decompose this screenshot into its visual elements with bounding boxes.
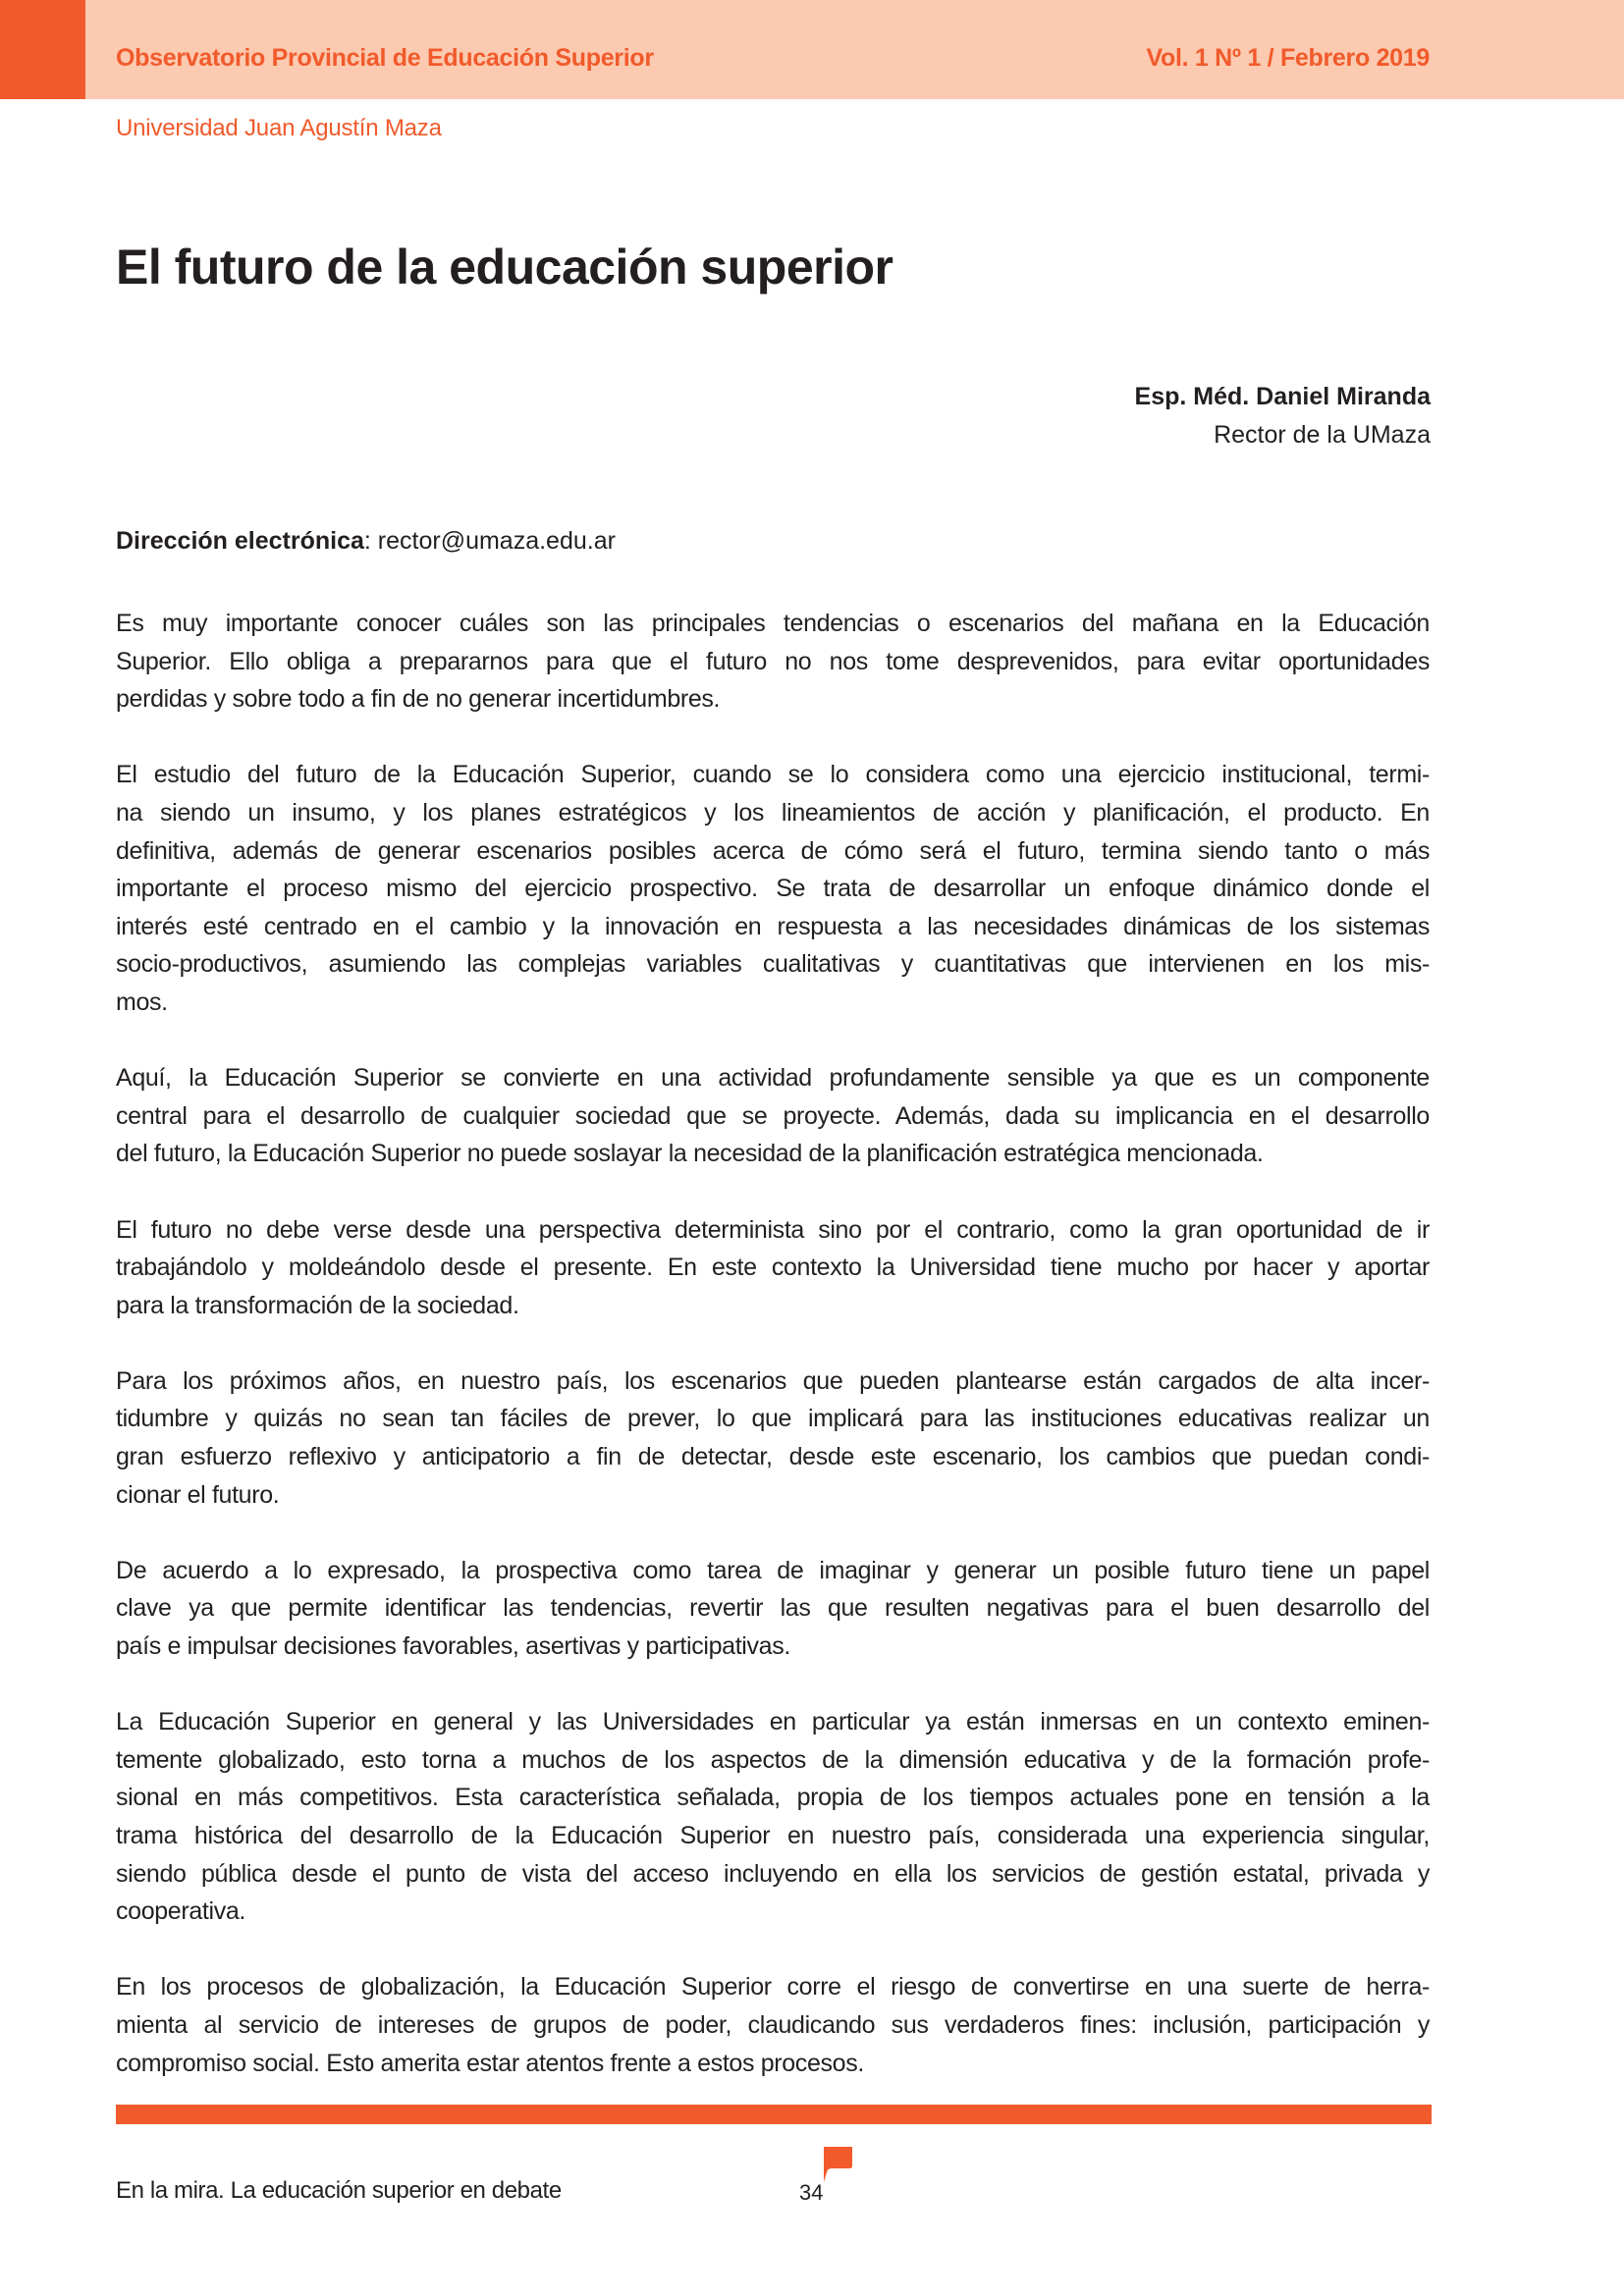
paragraph-line: Superior. Ello obliga a prepararnos para que el futuro no nos tome desprevenidos, para evitar oportunidades	[116, 647, 1430, 675]
paragraph-line: siendo pública desde el punto de vista del acceso incluyendo en ella los servicios de gestión estatal, privada y	[116, 1859, 1430, 1888]
paragraph-line: perdidas y sobre todo a fin de no generar incertidumbres.	[116, 685, 721, 714]
paragraph-line: temente globalizado, esto torna a muchos de los aspectos de la dimensión educativa y de la formación profe-	[116, 1745, 1430, 1774]
paragraph-line: socio-productivos, asumiendo las complejas variables cualitativas y cuantitativas que intervienen en los mis-	[116, 950, 1430, 979]
email-label: Dirección electrónica	[116, 527, 364, 555]
paragraph-line: El futuro no debe verse desde una perspectiva determinista sino por el contrario, como la gran oportunidad de ir	[116, 1215, 1430, 1244]
paragraph-line: del futuro, la Educación Superior no puede soslayar la necesidad de la planificación estratégica mencionada.	[116, 1140, 1264, 1168]
paragraph-line: para la transformación de la sociedad.	[116, 1291, 519, 1319]
paragraph-line: central para el desarrollo de cualquier sociedad que se proyecte. Además, dada su implicancia en el desarrollo	[116, 1101, 1430, 1130]
paragraph-line: De acuerdo a lo expresado, la prospectiva como tarea de imaginar y generar un posible futuro tiene un papel	[116, 1556, 1430, 1584]
issue-info: Vol. 1 Nº 1 / Febrero 2019	[1146, 44, 1430, 72]
article-title: El futuro de la educación superior	[116, 240, 893, 294]
page-number: 34	[799, 2180, 824, 2205]
header-band	[0, 0, 1624, 99]
paragraph-line: compromiso social. Esto amerita estar atentos frente a estos procesos.	[116, 2049, 864, 2077]
paragraph-line: El estudio del futuro de la Educación Superior, cuando se lo considera como una ejercicio institucional, termi-	[116, 761, 1430, 789]
paragraph-line: La Educación Superior en general y las Universidades en particular ya están inmersas en un contexto eminen-	[116, 1708, 1430, 1736]
body-paragraph	[116, 1552, 1430, 1666]
body-paragraph	[116, 1968, 1430, 2082]
body-paragraph	[116, 605, 1430, 719]
paragraph-line: país e impulsar decisiones favorables, asertivas y participativas.	[116, 1632, 790, 1661]
paragraph-line: interés esté centrado en el cambio y la innovación en respuesta a las necesidades dinámicas de los sistemas	[116, 912, 1430, 940]
paragraph-line: Es muy importante conocer cuáles son las principales tendencias o escenarios del mañana en la Educación	[116, 610, 1430, 637]
paragraph-line: cooperativa.	[116, 1897, 245, 1926]
body-paragraph	[116, 1211, 1430, 1325]
paragraph-line: trama histórica del desarrollo de la Educación Superior en nuestro país, considerada una experiencia singular,	[116, 1822, 1430, 1849]
institution-name: Universidad Juan Agustín Maza	[116, 115, 442, 141]
paragraph-line: tidumbre y quizás no sean tan fáciles de prever, lo que implicará para las instituciones educativas realizar un	[116, 1405, 1430, 1433]
body-paragraph	[116, 1059, 1430, 1173]
footer-rule	[116, 2105, 1432, 2124]
paragraph-line: Para los próximos años, en nuestro país, los escenarios que pueden plantearse están cargados de alta incer-	[116, 1366, 1430, 1395]
paragraph-line: gran esfuerzo reflexivo y anticipatorio a fin de detectar, desde este escenario, los cambios que puedan condi-	[116, 1443, 1430, 1471]
paragraph-line: clave ya que permite identificar las tendencias, revertir las que resulten negativas para el buen desarrollo del	[116, 1594, 1430, 1623]
header-accent-block	[0, 0, 85, 99]
body-paragraph	[116, 1703, 1430, 1931]
email-separator: :	[363, 527, 378, 555]
paragraph-line: mienta al servicio de intereses de grupos de poder, claudicando sus verdaderos fines: inclusión, participación y	[116, 2010, 1430, 2039]
journal-name: Observatorio Provincial de Educación Superior	[116, 44, 654, 72]
footer-publication: En la mira. La educación superior en debate	[116, 2177, 562, 2204]
author-block	[1135, 378, 1431, 454]
paragraph-line: Aquí, la Educación Superior se convierte en una actividad profundamente sensible ya que es un componente	[116, 1064, 1430, 1093]
body-paragraph	[116, 1362, 1430, 1514]
email-line	[116, 527, 616, 556]
paragraph-line: mos.	[116, 988, 168, 1016]
paragraph-line: cionar el futuro.	[116, 1480, 280, 1509]
author-role: Rector de la UMaza	[1214, 421, 1431, 449]
paragraph-line: na siendo un insumo, y los planes estratégicos y los lineamientos de acción y planificación, el producto. En	[116, 798, 1430, 827]
body-paragraph	[116, 756, 1430, 1021]
article-body	[116, 605, 1430, 2120]
paragraph-line: sional en más competitivos. Esta característica señalada, propia de los tiempos actuales pone en tensión a la	[116, 1784, 1430, 1812]
email-address[interactable]: rector@umaza.edu.ar	[377, 527, 616, 555]
paragraph-line: trabajándolo y moldeándolo desde el presente. En este contexto la Universidad tiene mucho por hacer y aportar	[116, 1254, 1430, 1282]
paragraph-line: En los procesos de globalización, la Educación Superior corre el riesgo de convertirse en una suerte de herra-	[116, 1973, 1430, 2002]
flag-icon	[824, 2147, 853, 2182]
author-name: Esp. Méd. Daniel Miranda	[1134, 383, 1431, 410]
paragraph-line: definitiva, además de generar escenarios posibles acerca de cómo será el futuro, termina siendo tanto o más	[116, 836, 1430, 865]
paragraph-line: importante el proceso mismo del ejercicio prospectivo. Se trata de desarrollar un enfoque dinámico donde el	[116, 875, 1430, 903]
